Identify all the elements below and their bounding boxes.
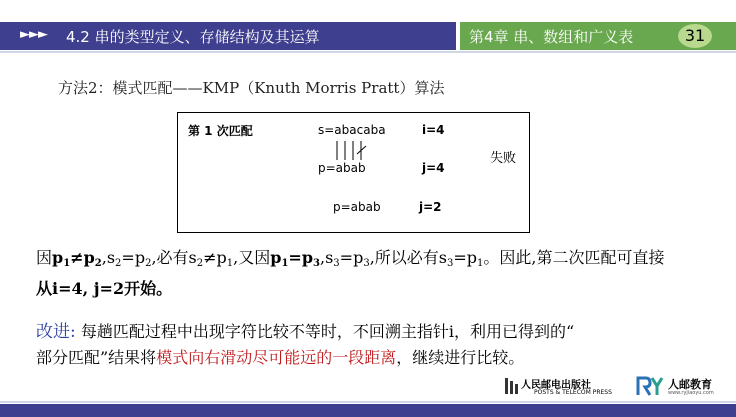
pattern-p-second: p=abab [333,200,381,214]
publisher-logo-icon [504,376,520,396]
footer-bar [0,404,736,417]
highlighted-phrase: 模式向右滑动尽可能远的一段距离 [156,348,397,367]
pointer-j-second: j=2 [419,200,442,214]
triple-arrow-icon: ►►► [20,27,47,42]
slide-header [0,0,736,53]
pointer-j-first: j=4 [422,161,445,175]
education-url: www.ryjiaoyu.com [668,390,714,396]
page-number-badge: 31 [678,24,712,48]
improvement-line-2: 部分匹配”结果将模式向右滑动尽可能远的一段距离，继续进行比较。 [36,348,525,367]
improvement-label: 改进: [36,322,76,342]
char-compare-lines [333,140,373,162]
improvement-line-1: 改进: 每趟匹配过程中出现字符比较不等时，不回溯主指针i，利用已得到的“ [36,322,575,342]
method-title: 方法2：模式匹配——KMP（Knuth Morris Pratt）算法 [58,79,445,97]
explanation-line-2: 从i=4, j=2开始。 [36,279,173,298]
main-string-s: s=abacaba [318,123,386,137]
footer-divider [0,401,736,403]
education-brand: 人邮教育 [668,378,712,391]
box-caption: 第 1 次匹配 [188,124,253,138]
explanation-line-1: 因$p_1\ne p_2,s_2=p_2$,必有$s_2\ne p_1$,又因$p_1=p_3,s_3=p_3$,所以必有$s_3=p_1$。因此,第二次匹配可直接 [36,248,665,269]
pattern-p-first: p=abab [318,161,366,175]
section-title: 4.2 串的类型定义、存储结构及其运算 [66,28,320,46]
chapter-title: 第4章 串、数组和广义表 [469,28,634,46]
match-status: 失败 [490,151,517,166]
pointer-i: i=4 [422,123,445,137]
publisher-name-en: POSTS & TELECOM PRESS [534,389,612,396]
matching-diagram-box [177,112,530,233]
header-divider [0,51,736,53]
ryjy-logo-icon [636,375,666,397]
publisher-name: 人民邮电出版社 [521,380,591,391]
